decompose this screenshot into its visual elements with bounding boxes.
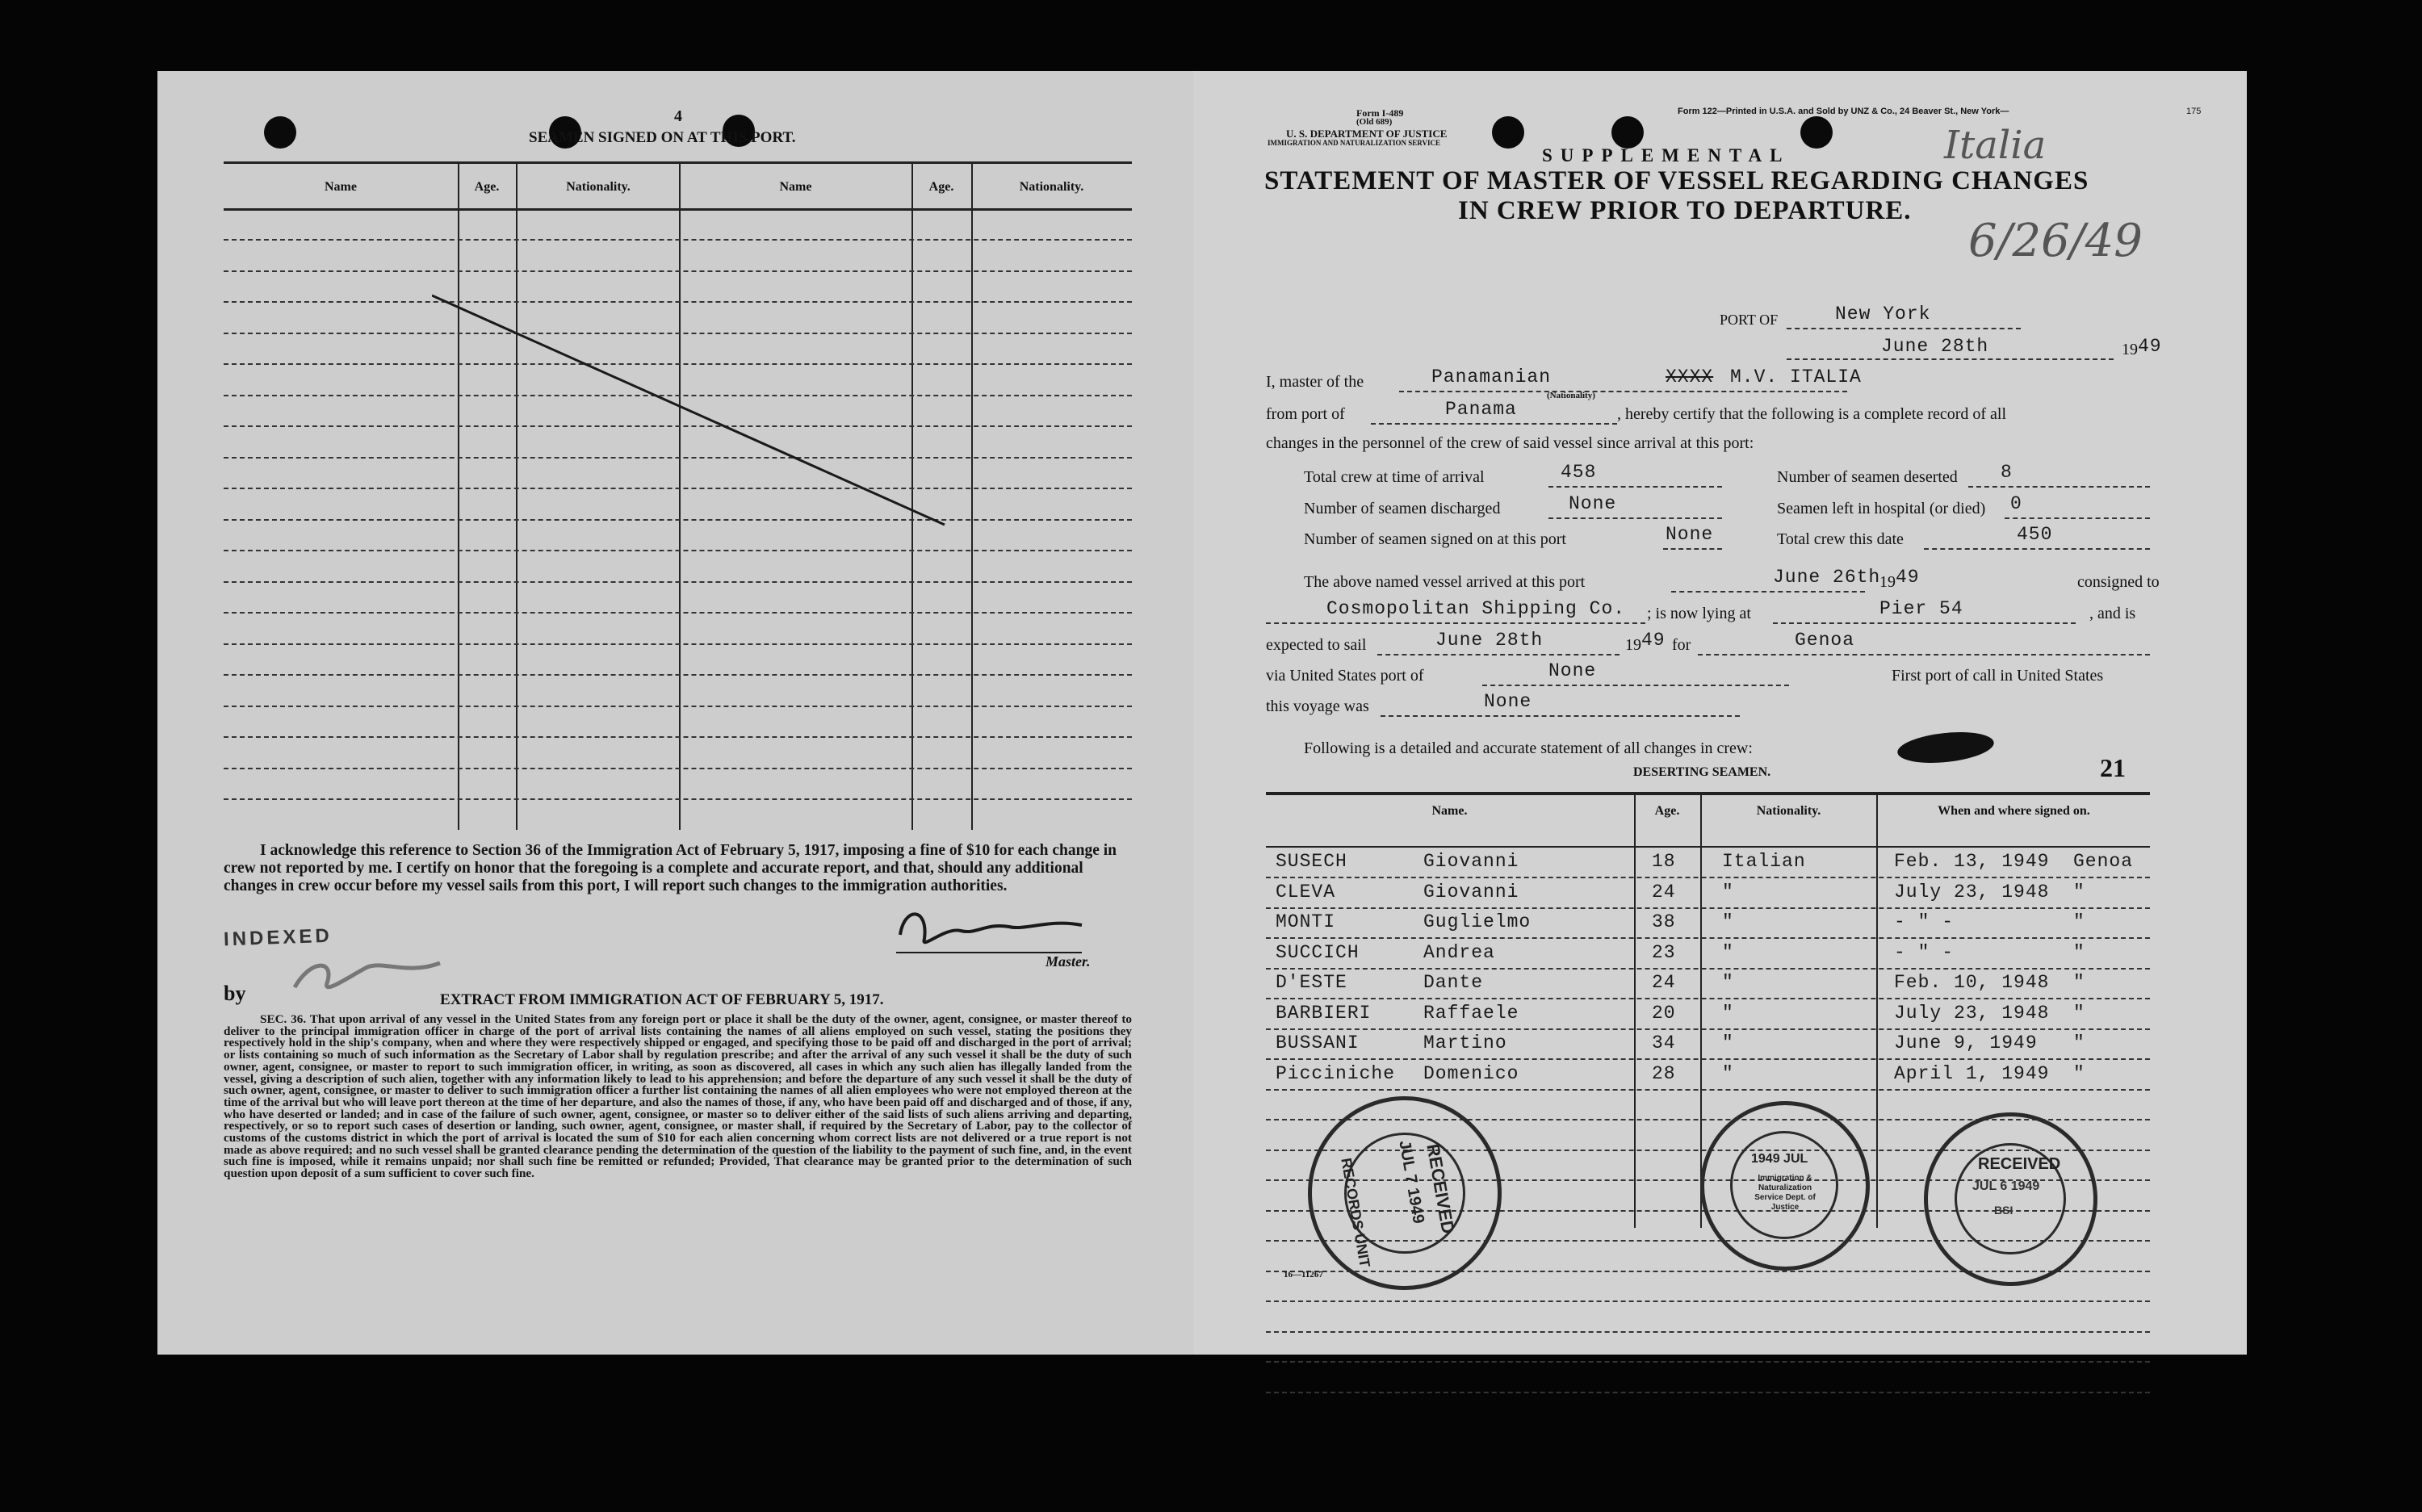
seaman-given: Domenico [1423,1062,1519,1084]
grid-line [224,706,1132,707]
grid-line [1266,1300,2150,1302]
printer-note: Form 122—Printed in U.S.A. and Sold by UNZ & Co., 24 Beaver St., New York— [1678,107,2009,116]
lying-label: ; is now lying at [1647,605,1751,622]
hospital-label: Seamen left in hospital (or died) [1777,500,1986,517]
grid-line [224,674,1132,676]
deserted-label: Number of seamen deserted [1777,468,1958,486]
stamp-date: JUL 6 1949 [1972,1179,2040,1193]
deserting-heading: DESERTING SEAMEN. [1633,765,1771,779]
seaman-age: 38 [1652,911,1676,932]
via-value: None [1548,660,1597,681]
seaman-place: " [2073,1032,2085,1053]
stamp-text: RECEIVED [1423,1142,1459,1236]
page-heading: SEAMEN SIGNED ON AT THIS PORT. [529,129,796,146]
seaman-nationality: Italian [1722,851,1806,872]
sail-year: 49 [1641,630,1666,651]
grid-line [1266,1361,2150,1363]
seaman-signed: - " - [1894,911,1955,932]
ink-blot [1896,728,1995,767]
grid-line [224,736,1132,738]
certify-text: , hereby certify that the following is a complete record of all [1617,405,2007,423]
indexed-initials [287,951,448,999]
via-label: via United States port of [1266,667,1424,685]
grid-line [224,643,1132,645]
stamp-date: JUL 7 1949 [1395,1139,1428,1225]
indexed-by-label: by [224,982,246,1005]
grid-line [1266,998,2150,999]
form-old: (Old 689) [1356,117,1393,127]
footer-code: 16—11267 [1284,1270,1323,1280]
field-line [1968,486,2150,488]
seaman-nationality: " [1722,881,1734,903]
field-line [1381,715,1740,717]
seaman-place: " [2073,1062,2085,1084]
department: U. S. DEPARTMENT OF JUSTICE [1286,128,1448,140]
expected-label: expected to sail [1266,636,1367,654]
port-of-label: PORT OF [1720,312,1779,328]
voyage-value: None [1484,691,1532,712]
vessel-name: M.V. ITALIA [1730,366,1862,387]
seaman-age: 20 [1652,1002,1676,1024]
field-line [1377,654,1620,655]
year-prefix: 19 [1625,636,1641,654]
stamp-text: BSI [1994,1204,2013,1217]
form-number: Form I-489 [1356,107,1404,119]
first-call-label: First port of call in United States [1892,667,2104,685]
signed-on-label: Number of seamen signed on at this port [1304,530,1566,548]
total-crew-date-value: 450 [2017,524,2053,545]
field-line [1399,391,1847,392]
total-crew-date-label: Total crew this date [1777,530,1904,548]
title-line-2: IN CREW PRIOR TO DEPARTURE. [1458,196,1912,225]
grid-line [224,612,1132,614]
seaman-place: " [2073,1002,2085,1024]
consignee-value: Cosmopolitan Shipping Co. [1326,598,1626,619]
column-rule [1700,792,1702,1228]
stamp-text: RECEIVED [1978,1155,2061,1173]
seaman-age: 18 [1652,851,1676,872]
page-number: 21 [2100,753,2126,782]
seaman-given: Giovanni [1423,851,1519,872]
seaman-place: " [2073,972,2085,993]
field-line [1548,486,1722,488]
seaman-nationality: " [1722,1032,1734,1053]
punch-hole [264,116,296,149]
seaman-given: Raffaele [1423,1002,1519,1024]
field-line [1266,622,1645,624]
grid-line [1266,1392,2150,1393]
received-stamp-ins [1700,1101,1870,1271]
field-line [1548,517,1722,519]
field-line [1773,622,2076,624]
rule [224,161,1132,164]
year-prefix: 19 [2122,341,2138,358]
discharged-label: Number of seamen discharged [1304,500,1501,517]
voyage-label: this voyage was [1266,697,1369,715]
stamp-text: RECORDS UNIT [1338,1157,1373,1269]
stamp-text: Immigration & Naturalization Service Dept. of Justice [1754,1174,1816,1212]
rule [1266,846,2150,848]
grid-line [224,798,1132,800]
seaman-place: Genoa [2073,851,2134,872]
destination-value: Genoa [1795,630,1855,651]
page-number: 4 [674,107,682,125]
column-header: Name [325,180,357,194]
column-header: Age. [474,180,500,194]
seaman-surname: D'ESTE [1276,972,1347,993]
signed-on-value: None [1666,524,1714,545]
seaman-age: 23 [1652,941,1676,963]
seaman-place: " [2073,881,2085,903]
seaman-nationality: " [1722,911,1734,932]
seaman-age: 24 [1652,881,1676,903]
seaman-age: 28 [1652,1062,1676,1084]
grid-line [224,550,1132,551]
seaman-given: Martino [1423,1032,1507,1053]
seaman-surname: MONTI [1276,911,1336,932]
punch-hole [1611,116,1644,149]
master-signature [888,903,1090,959]
seaman-given: Dante [1423,972,1484,993]
column-header: Age. [928,180,954,194]
port-of-value: New York [1835,304,1931,325]
grid-line [224,239,1132,241]
arrived-date: June 26th [1773,567,1881,588]
seaman-signed: - " - [1894,941,1955,963]
seaman-given: Giovanni [1423,881,1519,903]
column-rule [971,161,973,830]
field-line [1371,423,1617,425]
rule [1266,792,2150,795]
from-port-value: Panama [1445,399,1517,420]
seaman-surname: SUCCICH [1276,941,1360,963]
right-page [1193,71,2247,1355]
pier-value: Pier 54 [1879,598,1963,619]
punch-hole [1800,116,1833,149]
seaman-surname: Picciniche [1276,1062,1396,1084]
changes-text: changes in the personnel of the crew of said vessel since arrival at this port: [1266,434,1754,452]
and-is-label: , and is [2089,605,2136,622]
column-rule [1876,792,1878,1228]
nationality-value: Panamanian [1431,366,1552,387]
extract-title: EXTRACT FROM IMMIGRATION ACT OF FEBRUARY 5, 1917. [440,991,884,1008]
from-port-label: from port of [1266,405,1345,423]
struck-text: XXXX [1666,366,1714,387]
grid-line [1266,1058,2150,1060]
following-label: Following is a detailed and accurate statement of all changes in crew: [1304,739,1753,757]
seaman-surname: SUSECH [1276,851,1347,872]
column-header: When and where signed on. [1938,804,2090,818]
field-line [1787,358,2114,360]
seaman-surname: CLEVA [1276,881,1336,903]
column-header: Name [779,180,812,194]
field-line [1482,685,1789,686]
field-line [1671,591,1865,593]
seaman-place: " [2073,941,2085,963]
seaman-nationality: " [1722,972,1734,993]
arrived-year: 49 [1896,567,1920,588]
nationality-caption: (Nationality) [1547,391,1595,400]
date-value: June 28th [1881,336,1989,357]
seaman-nationality: " [1722,941,1734,963]
seaman-signed: July 23, 1948 [1894,881,2050,903]
seaman-signed: June 9, 1949 [1894,1032,2038,1053]
total-crew-arrival-value: 458 [1561,462,1597,483]
received-stamp-records [1308,1096,1502,1290]
grid-line [1266,877,2150,878]
arrived-label: The above named vessel arrived at this port [1304,573,1586,591]
cancel-line [432,289,949,531]
field-line [1787,328,2021,329]
total-crew-arrival-label: Total crew at time of arrival [1304,468,1485,486]
grid-line [224,581,1132,583]
grid-line [1266,937,2150,939]
column-header: Nationality. [1756,804,1821,818]
grid-line [1266,907,2150,909]
grid-line [224,768,1132,769]
column-header: Nationality. [1019,180,1084,194]
supplemental-label: SUPPLEMENTAL [1542,145,1791,165]
seaman-nationality: " [1722,1002,1734,1024]
grid-line [1266,1089,2150,1091]
handwritten-date: 6/26/49 [1968,215,2143,267]
consigned-label: consigned to [2077,573,2160,591]
seaman-signed: Feb. 13, 1949 [1894,851,2050,872]
seaman-surname: BUSSANI [1276,1032,1360,1053]
printer-code: 175 [2186,107,2202,116]
seaman-nationality: " [1722,1062,1734,1084]
for-label: for [1672,636,1691,654]
discharged-value: None [1569,493,1617,514]
handwritten-ship-name: Italia [1944,123,2047,168]
seaman-given: Andrea [1423,941,1495,963]
indexed-stamp: INDEXED [223,924,333,951]
extract-text: SEC. 36. That upon arrival of any vessel in the United States from any foreign port or place it shall be the duty of the owner, agent, consignee, or master thereof to deliver to the principal immigration officer in charge of the port of arrival lists containing the names of all aliens employed on such vessel, stating the positions they respectively hold in the ship's company, when and where they were respectively shipped or engaged, and specifying those to be paid off and discharged in the port of arrival; or lists containing so much of such information as the Secretary of Labor shall by regulation prescribe; and after the arrival of any such vessel it shall be the duty of such owner, agent, consignee, or master to report to such immigration officer, in writing, as soon as discovered, all cases in which any such alien has illegally landed from the vessel, giving a description of such alien, together with any information likely to lead to his apprehension; and before the departure of any such vessel it shall be the duty of such owner, agent, consignee, or master to deliver to such immigration officer a further list containing the names of all alien employees who were not employed thereon at the time of the arrival but who will leave port thereon at the time of her departure, and also the names of those, if any, who have been paid off and discharged and of those, if any, who have deserted or landed; and in case of the failure of such owner, agent, consignee, or master so to deliver either of the said lists of such aliens arriving and departing, respectively, or so to report such cases of desertion or landing, such owner, agent, consignee, or master shall, if required by the Secretary of Labor, pay to the collector of customs of the customs district in which the port of arrival is located the sum of $10 for each alien concerning whom correct lists are not delivered or a true report is not made as above required; and no such vessel shall be granted clearance pending the determination of the question of the liability to the payment of such fine, and, in the event such fine is imposed, while it remains unpaid; nor shall such fine be remitted or refunded; Provided, That clearance may be granted prior to the determination of such question upon deposit of a sum sufficient to cover such fine. [224,1012,1132,1181]
seaman-signed: July 23, 1948 [1894,1002,2050,1024]
field-line [2005,517,2150,519]
year-value: 49 [2138,336,2162,357]
title-line-1: STATEMENT OF MASTER OF VESSEL REGARDING CHANGES [1264,166,2089,195]
master-label: Master. [1045,953,1091,970]
grid-line [1266,1028,2150,1030]
punch-hole [1492,116,1524,149]
received-stamp-bsi [1924,1112,2097,1286]
seaman-signed: Feb. 10, 1948 [1894,972,2050,993]
master-of-label: I, master of the [1266,373,1364,391]
column-header: Nationality. [566,180,631,194]
seaman-age: 34 [1652,1032,1676,1053]
column-header: Name. [1431,804,1468,818]
hospital-value: 0 [2010,493,2022,514]
acknowledgement-text: I acknowledge this reference to Section 36 of the Immigration Act of February 5, 1917, imposing a fine of $10 for each change in crew not reported by me. I certify on honor that the foregoing is a complete and accurate report, and that, should any additional changes in crew occur before my vessel sails from this port, I will report such changes to the immigration authorities. [224,842,1117,894]
seaman-surname: BARBIERI [1276,1002,1372,1024]
column-header: Age. [1654,804,1680,818]
column-rule [1634,792,1636,1228]
seaman-signed: April 1, 1949 [1894,1062,2050,1084]
year-prefix: 19 [1879,573,1896,591]
grid-line [224,270,1132,272]
seaman-age: 24 [1652,972,1676,993]
left-page [157,71,1195,1355]
seaman-place: " [2073,911,2085,932]
grid-line [1266,1331,2150,1333]
sail-date: June 28th [1435,630,1544,651]
service: IMMIGRATION AND NATURALIZATION SERVICE [1268,139,1440,147]
field-line [1698,654,2150,655]
rule [224,208,1132,211]
stamp-date: 1949 JUL [1751,1152,1808,1166]
field-line [1924,548,2150,550]
field-line [1663,548,1722,550]
seaman-given: Guglielmo [1423,911,1532,932]
grid-line [1266,968,2150,970]
deserted-value: 8 [2001,462,2013,483]
